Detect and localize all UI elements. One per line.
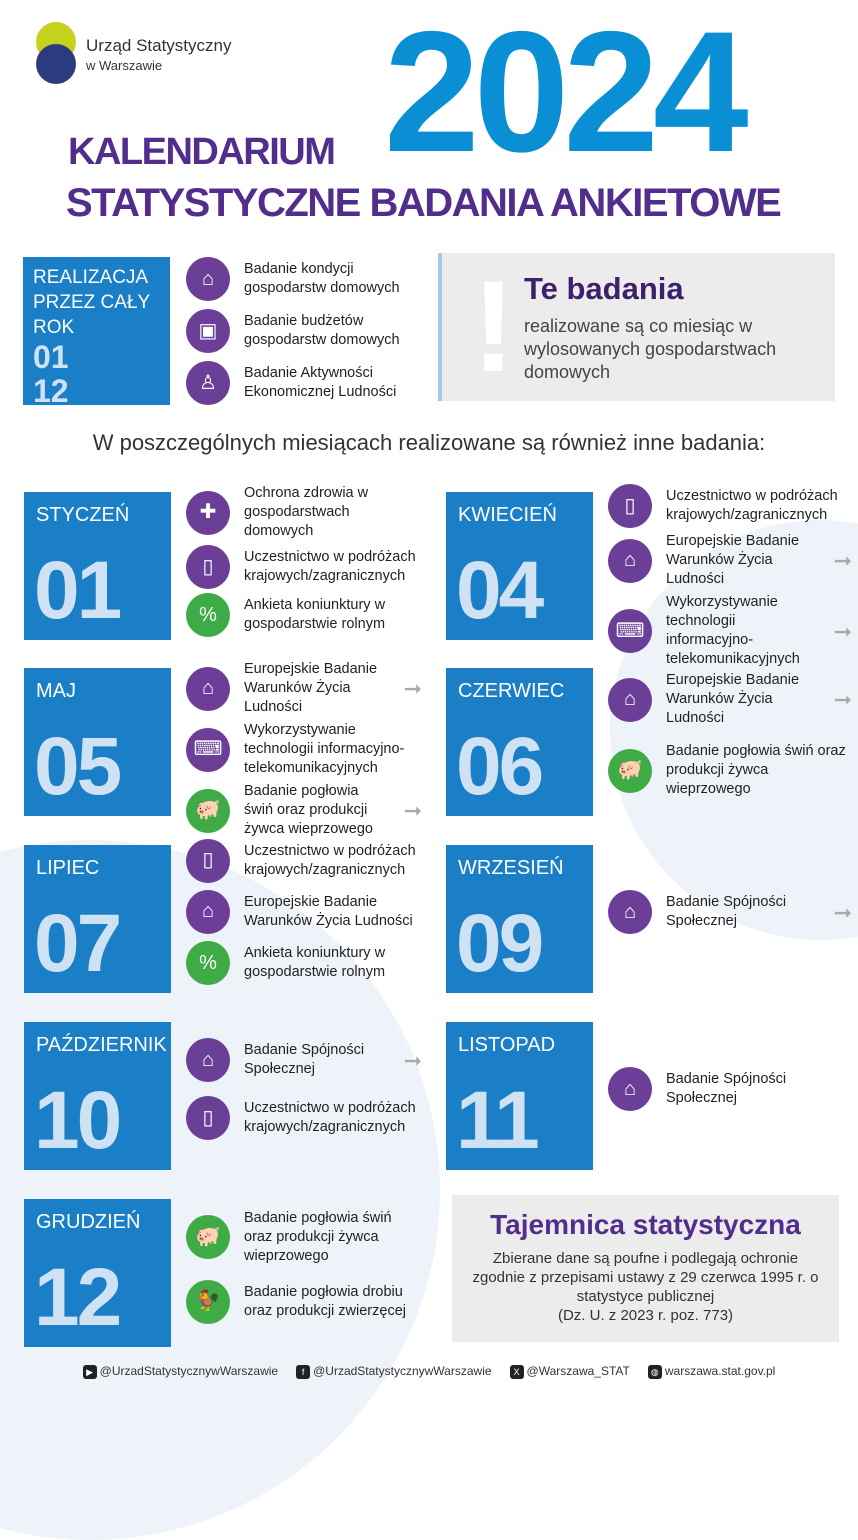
pig-icon: 🐖 xyxy=(186,789,230,833)
month-number: 11 xyxy=(456,1075,537,1166)
footer-link[interactable] xyxy=(296,1364,491,1379)
survey-item xyxy=(186,1096,422,1140)
survey-item xyxy=(186,890,422,934)
survey-item xyxy=(608,484,852,528)
survey-item xyxy=(608,671,852,728)
survey-name: Badanie budżetów gospodarstw domowych xyxy=(244,313,400,348)
hen-icon: 🐓 xyxy=(186,1280,230,1324)
survey-name: Badanie Aktywności Ekonomicznej Ludności xyxy=(244,365,397,400)
survey-item xyxy=(608,532,852,589)
survey-name: Europejskie Badanie Warunków Życia Ludności xyxy=(666,672,800,726)
month-box xyxy=(24,492,171,640)
survey-name: Ankieta koniunktury w gospodarstwie rolnym xyxy=(244,945,386,981)
month-items xyxy=(186,660,422,837)
first-aid-icon: ✚ xyxy=(186,491,230,535)
footer-link-text: @Warszawa_STAT xyxy=(526,1364,630,1378)
month-box xyxy=(24,668,171,816)
suitcase-icon: ▯ xyxy=(608,484,652,528)
wheat-percent-icon: % xyxy=(186,593,230,637)
month-items xyxy=(186,484,422,634)
month-items xyxy=(186,1191,422,1341)
month-box xyxy=(24,1199,171,1347)
arrow-right-icon: ➞ xyxy=(403,676,422,701)
section-subtitle: W poszczególnych miesiącach realizowane są również inne badania: xyxy=(92,430,766,455)
month-name: GRUDZIEŃ xyxy=(36,1211,141,1233)
month-number: 10 xyxy=(34,1075,120,1166)
month-name: PAŹDZIERNIK xyxy=(36,1034,167,1056)
month-name: WRZESIEŃ xyxy=(458,857,564,879)
survey-item xyxy=(186,309,436,353)
survey-item xyxy=(186,361,436,405)
month-name: LIPIEC xyxy=(36,857,100,879)
survey-name: Badanie Spójności Społecznej xyxy=(666,894,787,929)
title-subtitle: STATYSTYCZNE BADANIA ANKIETOWE xyxy=(66,181,781,225)
arrow-right-icon: ➞ xyxy=(403,798,422,823)
survey-name: Europejskie Badanie Warunków Życia Ludności xyxy=(666,533,800,587)
month-box xyxy=(446,845,593,993)
pig-icon: 🐖 xyxy=(186,1215,230,1259)
arrow-right-icon: ➞ xyxy=(833,548,852,573)
month-name: STYCZEŃ xyxy=(36,504,130,526)
month-number: 12 xyxy=(34,1252,120,1343)
note-title: Te badania xyxy=(524,271,684,306)
note-box xyxy=(438,253,835,401)
arrow-right-icon: ➞ xyxy=(833,899,852,925)
month-number: 01 xyxy=(34,545,120,636)
survey-item xyxy=(186,545,422,589)
house-road-icon: ⌂ xyxy=(608,678,652,722)
year-round-from: 01 xyxy=(33,339,69,375)
survey-name: Wykorzystywanie technologii informacyjno-telekomunikacyjnych xyxy=(666,594,800,667)
survey-name: Uczestnictwo w podróżach krajowych/zagranicznych xyxy=(666,488,838,523)
survey-item xyxy=(186,484,422,541)
year-round-label: REALIZACJA PRZEZ CAŁY ROK xyxy=(33,267,150,338)
month-box xyxy=(24,845,171,993)
month-items xyxy=(608,484,852,667)
survey-item xyxy=(186,660,422,717)
month-number: 05 xyxy=(34,721,120,812)
survey-name: Badanie pogłowia drobiu oraz produkcji zwierzęcej xyxy=(244,1283,406,1319)
survey-name: Ochrona zdrowia w gospodarstwach domowych xyxy=(244,485,369,539)
survey-name: Wykorzystywanie technologii informacyjno-telekomunikacyjnych xyxy=(244,722,405,776)
secret-text: Zbierane dane są poufne i podlegają ochronie zgodnie z przepisami ustawy z 29 czerwca 1995 r. o statystyce publicznej xyxy=(472,1250,819,1305)
footer-link-text: @UrzadStatystycznywWarszawie xyxy=(313,1364,492,1378)
worker-icon: ♙ xyxy=(186,361,230,405)
suitcase-icon: ▯ xyxy=(186,839,230,883)
survey-item xyxy=(608,593,852,669)
pig-icon: 🐖 xyxy=(608,749,652,793)
logo-line2: w Warszawie xyxy=(86,58,163,73)
survey-name: Badanie pogłowia świń oraz produkcji żywca wieprzowego xyxy=(666,743,846,797)
survey-item xyxy=(186,839,422,883)
arrow-right-icon: ➞ xyxy=(833,618,852,644)
survey-item xyxy=(608,742,852,799)
survey-name: Badanie kondycji gospodarstw domowych xyxy=(244,261,400,296)
month-number: 07 xyxy=(34,898,120,989)
survey-name: Uczestnictwo w podróżach krajowych/zagranicznych xyxy=(244,549,416,584)
household-icon: ⌂ xyxy=(608,890,652,934)
arrow-right-icon: ➞ xyxy=(403,1047,422,1073)
household-icon: ⌂ xyxy=(186,1038,230,1082)
house-road-icon: ⌂ xyxy=(608,539,652,583)
survey-name: Badanie Spójności Społecznej xyxy=(244,1042,365,1077)
survey-item xyxy=(186,593,422,637)
survey-item xyxy=(186,782,422,839)
month-items xyxy=(186,837,422,987)
month-box xyxy=(24,1022,171,1170)
survey-name: Europejskie Badanie Warunków Życia Ludności xyxy=(244,893,413,929)
house-road-icon: ⌂ xyxy=(186,890,230,934)
footer-link[interactable] xyxy=(648,1364,776,1379)
survey-name: Ankieta koniunktury w gospodarstwie rolnym xyxy=(244,597,386,632)
arrow-right-icon: ➞ xyxy=(833,687,852,712)
survey-name: Uczestnictwo w podróżach krajowych/zagranicznych xyxy=(244,842,416,878)
globe-icon: ◍ xyxy=(648,1365,662,1379)
logo-line1: Urząd Statystyczny xyxy=(86,36,232,55)
footer-link-text: @UrzadStatystycznywWarszawie xyxy=(99,1364,279,1378)
secret-title: Tajemnica statystyczna xyxy=(490,1209,801,1240)
footer-link-text: warszawa.stat.gov.pl xyxy=(664,1364,776,1378)
month-number: 06 xyxy=(456,721,542,812)
survey-name: Badanie Spójności Społecznej xyxy=(666,1071,787,1106)
survey-name: Europejskie Badanie Warunków Życia Ludności xyxy=(244,661,378,715)
month-items xyxy=(608,1014,852,1164)
year-title: 2024 xyxy=(384,0,743,188)
month-name: CZERWIEC xyxy=(458,680,565,702)
survey-item xyxy=(186,1038,422,1082)
survey-item xyxy=(608,890,852,934)
month-box xyxy=(446,668,593,816)
month-name: MAJ xyxy=(36,680,76,702)
survey-item xyxy=(186,1209,422,1266)
suitcase-icon: ▯ xyxy=(186,1096,230,1140)
year-round-to: 12 xyxy=(33,373,69,409)
year-round-box xyxy=(23,257,170,409)
wheat-percent-icon: % xyxy=(186,941,230,985)
month-box xyxy=(446,1022,593,1170)
youtube-icon: ▶ xyxy=(83,1365,97,1379)
month-number: 04 xyxy=(456,545,542,636)
month-items xyxy=(608,660,852,810)
keyboard-icon: ⌨ xyxy=(186,728,230,772)
footer xyxy=(0,1364,858,1379)
footer-link[interactable] xyxy=(83,1364,278,1379)
facebook-icon: f xyxy=(296,1365,310,1379)
title-kalendarium: KALENDARIUM xyxy=(68,131,335,173)
survey-item xyxy=(186,721,422,778)
month-name: KWIECIEŃ xyxy=(458,504,557,526)
x-icon: X xyxy=(510,1365,524,1379)
secret-ref: (Dz. U. z 2023 r. poz. 773) xyxy=(557,1307,734,1324)
month-name: LISTOPAD xyxy=(458,1034,556,1056)
month-number: 09 xyxy=(456,898,542,989)
household-icon: ⌂ xyxy=(608,1067,652,1111)
survey-name: Badanie pogłowia świń oraz produkcji żywca wieprzowego xyxy=(244,783,373,837)
house-road-icon: ⌂ xyxy=(186,667,230,711)
survey-name: Uczestnictwo w podróżach krajowych/zagranicznych xyxy=(244,1100,416,1135)
household-icon: ⌂ xyxy=(186,257,230,301)
keyboard-icon: ⌨ xyxy=(608,609,652,653)
secret-box xyxy=(452,1195,839,1342)
month-items xyxy=(608,837,852,987)
suitcase-icon: ▯ xyxy=(186,545,230,589)
year-round-items xyxy=(186,255,436,407)
survey-item xyxy=(186,257,436,301)
survey-item xyxy=(186,941,422,985)
survey-item xyxy=(186,1280,422,1324)
logo-icon xyxy=(34,22,78,84)
logo-text xyxy=(86,36,232,76)
survey-name: Badanie pogłowia świń oraz produkcji żywca wieprzowego xyxy=(244,1209,392,1264)
wallet-house-icon: ▣ xyxy=(186,309,230,353)
note-text: realizowane są co miesiąc w wylosowanych gospodarstwach domowych xyxy=(524,316,777,382)
month-items xyxy=(186,1014,422,1164)
month-box xyxy=(446,492,593,640)
footer-link[interactable] xyxy=(510,1364,630,1379)
exclamation-icon: ! xyxy=(472,253,516,399)
survey-item xyxy=(608,1067,852,1111)
